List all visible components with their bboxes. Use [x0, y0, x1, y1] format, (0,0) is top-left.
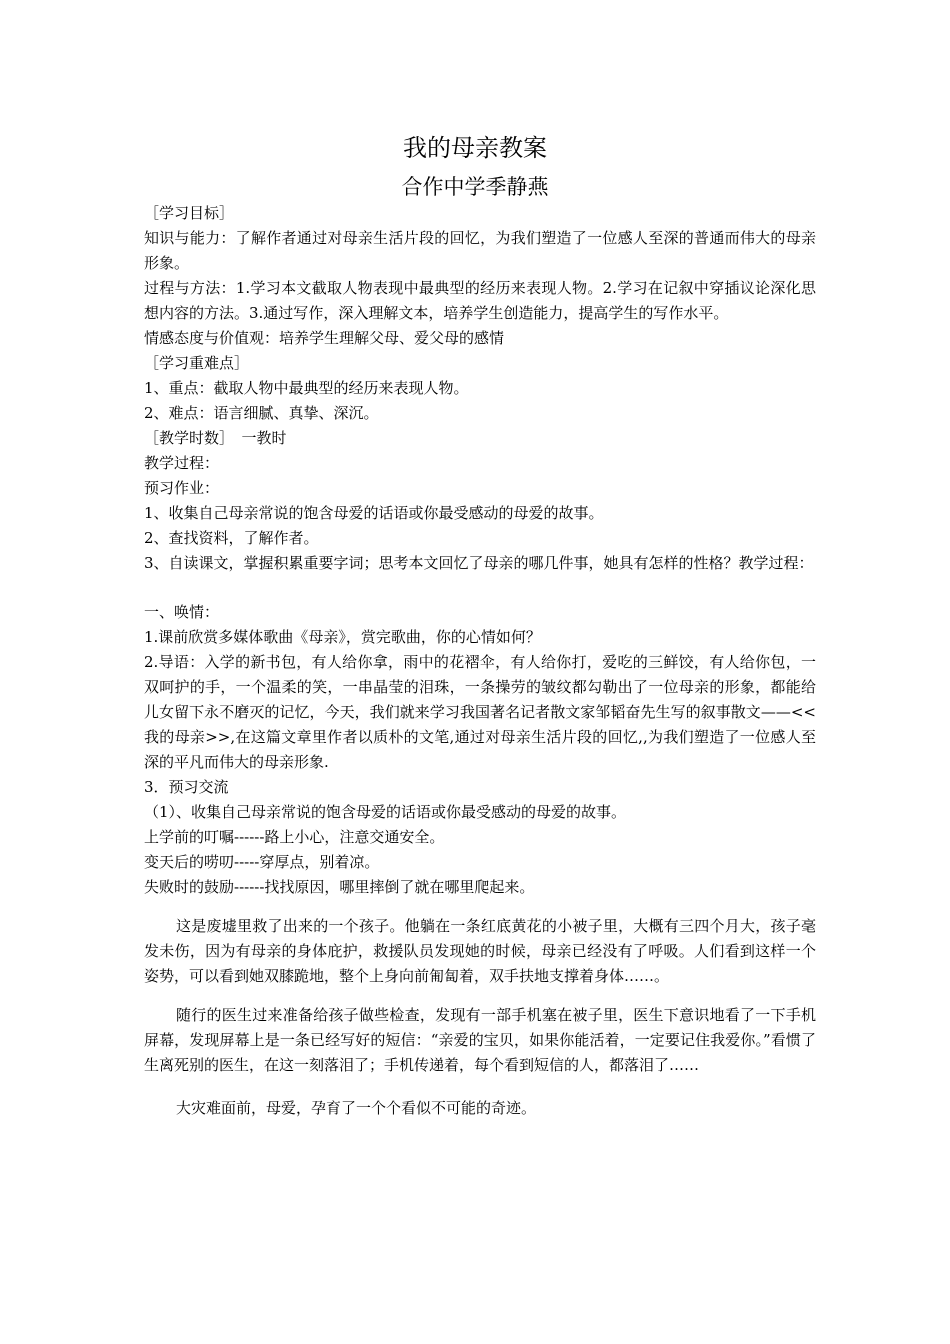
step-1: 1.课前欣赏多媒体歌曲《母亲》，赏完歌曲，你的心情如何？: [144, 628, 541, 646]
homework-item-3: 3、自读课文，掌握积累重要字词；思考本文回忆了母亲的哪几件事，她具有怎样的性格？教学过程：: [144, 554, 814, 572]
story-paragraph-3: 大灾难面前，母爱，孕育了一个个看似不可能的奇迹。: [176, 1099, 537, 1117]
section-heading-evoke: 一、唤情：: [144, 603, 220, 621]
paragraph-preview-homework: 预习作业：: [144, 479, 220, 497]
document-author: 合作中学季静燕: [401, 175, 549, 199]
document-body: [144, 201, 816, 1121]
step-2-introduction: 2.导语：入学的新书包，有人给你拿，雨中的花褶伞，有人给你打，爱吃的三鲜饺，有人给你包，一双呵护的手，一个温柔的笑，一串晶莹的泪珠，一条操劳的皱纹都勾勒出了一位母亲的形象，都能给儿女留下永不磨灭的记忆，今天，我们就来学习我国著名记者散文家邹韬奋先生写的叙事散文——<<我的母亲>>,在这篇文章里作者以质朴的文笔,通过对母亲生活片段的回忆,,为我们塑造了一位感人至深的平凡而伟大的母亲形象.: [144, 653, 816, 771]
section-heading-key-points: ［学习重难点］: [144, 354, 250, 372]
paragraph-class-hours: ［教学时数］ 一教时: [144, 429, 287, 447]
quote-line-3: 失败时的鼓励------找找原因，哪里摔倒了就在哪里爬起来。: [144, 878, 535, 896]
homework-item-2: 2、查找资料，了解作者。: [144, 529, 319, 547]
document-title: 我的母亲教案: [403, 134, 547, 162]
section-heading-objectives: ［学习目标］: [144, 204, 235, 222]
paragraph-emotion: 情感态度与价值观：培养学生理解父母、爱父母的感情: [144, 329, 505, 347]
step-3: 3．预习交流: [144, 778, 229, 796]
quote-line-2: 变天后的唠叨-----穿厚点，别着凉。: [144, 853, 380, 871]
step-3-sub-1: （1）、收集自己母亲常说的饱含母爱的话语或你最受感动的母爱的故事。: [144, 803, 627, 821]
paragraph-key-point: 1、重点：截取人物中最典型的经历来表现人物。: [144, 379, 469, 397]
paragraph-teaching-process: 教学过程：: [144, 454, 220, 472]
story-paragraph-1: 这是废墟里救了出来的一个孩子。他躺在一条红底黄花的小被子里，大概有三四个月大，孩子毫发未伤，因为有母亲的身体庇护，救援队员发现她的时候，母亲已经没有了呼吸。人们看到这样一个姿势，可以看到她双膝跪地，整个上身向前匍匐着，双手扶地支撑着身体……。: [144, 917, 816, 985]
paragraph-difficult-point: 2、难点：语言细腻、真挚、深沉。: [144, 404, 379, 422]
quote-line-1: 上学前的叮嘱------路上小心，注意交通安全。: [144, 828, 445, 846]
paragraph-process: 过程与方法：1.学习本文截取人物表现中最典型的经历来表现人物。2.学习在记叙中穿插议论深化思想内容的方法。3.通过写作，深入理解文本，培养学生创造能力，提高学生的写作水平。: [144, 279, 816, 322]
homework-item-1: 1、收集自己母亲常说的饱含母爱的话语或你最受感动的母爱的故事。: [144, 504, 604, 522]
paragraph-knowledge: 知识与能力：了解作者通过对母亲生活片段的回忆，为我们塑造了一位感人至深的普通而伟大的母亲形象。: [144, 229, 816, 272]
story-paragraph-2: 随行的医生过来准备给孩子做些检查，发现有一部手机塞在被子里，医生下意识地看了一下手机屏幕，发现屏幕上是一条已经写好的短信：“亲爱的宝贝，如果你能活着，一定要记住我爱你。”看惯了生离死别的医生，在这一刻落泪了；手机传递着，每个看到短信的人，都落泪了……: [144, 1006, 816, 1074]
